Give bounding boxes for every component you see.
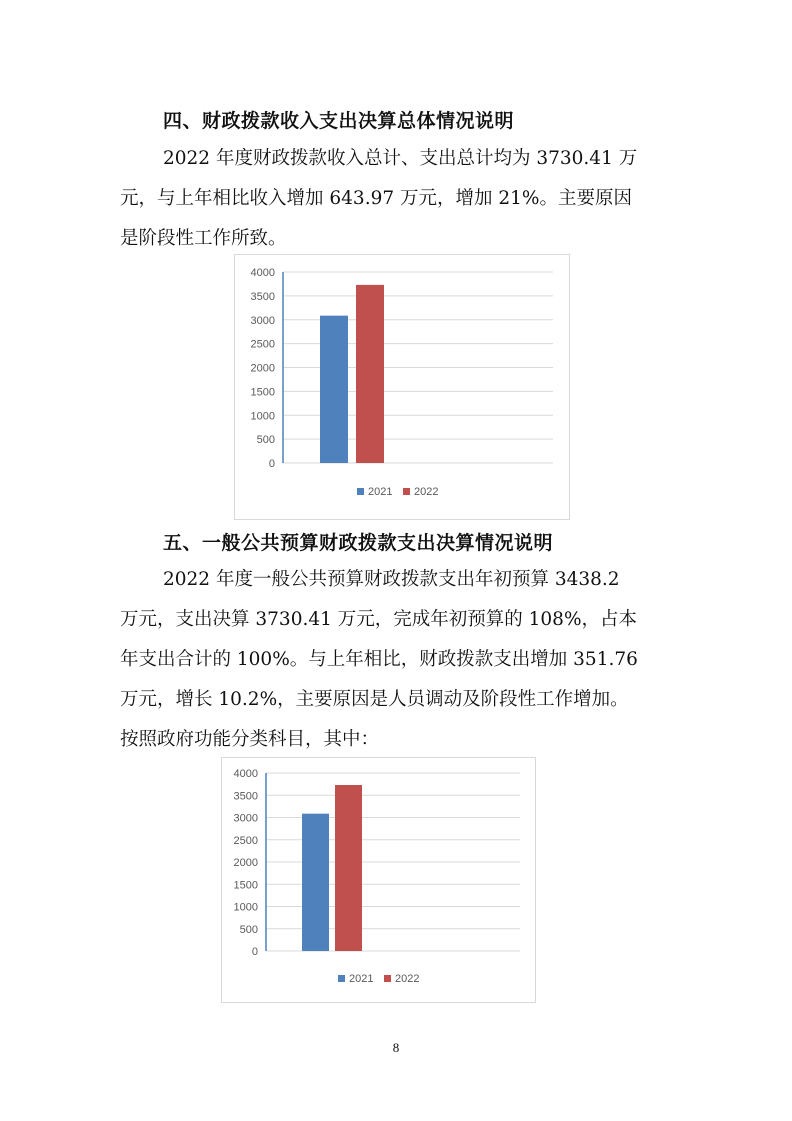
y-tick-label: 3500	[233, 790, 258, 803]
section4-paragraph	[120, 139, 680, 259]
section5-line: 年支出合计的 100%。与上年相比，财政拨款支出增加 351.76	[120, 649, 638, 670]
page-number: 8	[392, 1040, 400, 1055]
legend-swatch-2021	[338, 975, 345, 982]
y-tick-label: 4000	[250, 267, 275, 279]
chart-general-budget-expenditure	[221, 757, 536, 1003]
y-tick-label: 1000	[250, 410, 275, 423]
section5-line: 2022 年度一般公共预算财政拨款支出年初预算 3438.2	[163, 569, 620, 590]
y-tick-label: 3000	[250, 314, 275, 327]
y-tick-label: 0	[268, 458, 275, 470]
section5-line: 万元，支出决算 3730.41 万元，完成年初预算的 108%，占本	[120, 609, 638, 630]
section4-line: 是阶段性工作所致。	[120, 228, 287, 249]
section5-line: 万元，增长 10.2%，主要原因是人员调动及阶段性工作增加。	[120, 689, 629, 710]
section5-paragraph	[120, 560, 680, 760]
y-tick-label: 500	[239, 923, 258, 936]
y-tick-label: 1500	[250, 386, 275, 399]
chart-income-expenditure	[234, 254, 570, 520]
bar-2021	[302, 814, 329, 951]
y-tick-label: 1000	[233, 901, 258, 914]
y-tick-label: 1500	[233, 879, 258, 892]
y-tick-label: 2500	[233, 834, 258, 847]
section5-line: 按照政府功能分类科目，其中：	[120, 729, 380, 750]
bar-2022	[356, 285, 384, 463]
y-tick-label: 3000	[233, 812, 258, 825]
bar-2021	[320, 316, 348, 463]
legend-label-2022: 2022	[395, 973, 420, 985]
legend-label-2021: 2021	[368, 486, 393, 498]
section4-heading: 四、财政拨款收入支出决算总体情况说明	[163, 110, 515, 132]
section5-heading: 五、一般公共预算财政拨款支出决算情况说明	[163, 532, 554, 554]
y-tick-label: 0	[251, 946, 258, 958]
legend-swatch-2022	[403, 488, 410, 495]
y-tick-label: 2500	[250, 338, 275, 351]
chart-svg	[222, 758, 535, 1002]
y-tick-label: 2000	[250, 362, 275, 375]
legend-swatch-2022	[384, 975, 391, 982]
legend-label-2022: 2022	[414, 486, 439, 498]
y-tick-label: 3500	[250, 290, 275, 303]
y-tick-label: 2000	[233, 857, 258, 869]
y-tick-label: 500	[256, 434, 275, 447]
section4-line: 元，与上年相比收入增加 643.97 万元，增加 21%。主要原因	[120, 188, 632, 209]
legend-swatch-2021	[357, 488, 364, 495]
chart-svg	[235, 255, 569, 519]
legend-label-2021: 2021	[349, 973, 374, 985]
bar-2022	[335, 785, 362, 951]
section4-line: 2022 年度财政拨款收入总计、支出总计均为 3730.41 万	[163, 148, 638, 169]
y-tick-label: 4000	[233, 768, 258, 780]
